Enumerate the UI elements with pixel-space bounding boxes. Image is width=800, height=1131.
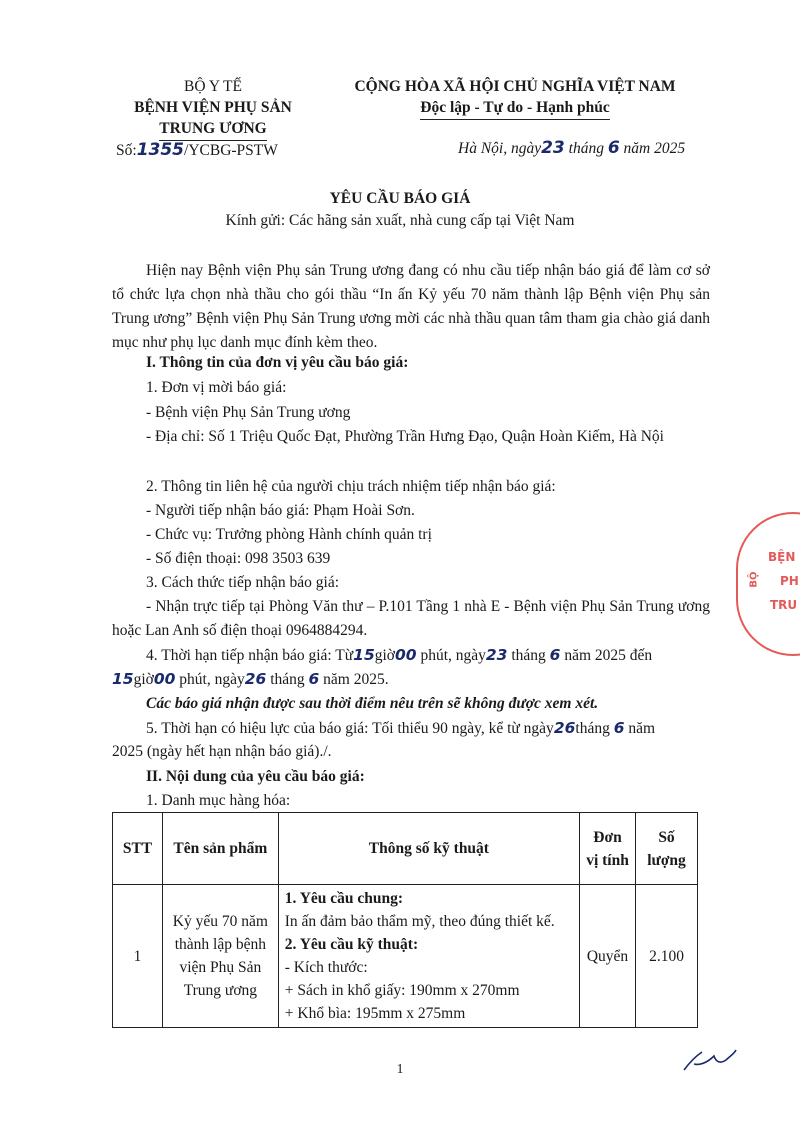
cell-specification: 1. Yêu cầu chung: In ấn đảm bảo thẩm mỹ, theo đúng thiết kế. 2. Yêu cầu kỹ thuật: - Kích thước: + Sách in khổ giấy: 190mm x 270mm + Khổ bìa: 195mm x 275mm bbox=[278, 885, 579, 1028]
hospital-name-line1: BỆNH VIỆN PHỤ SẢN bbox=[134, 99, 292, 116]
document-number: Số:1355/YCBG-PSTW bbox=[116, 140, 278, 160]
section1-item1: 1. Đơn vị mời báo giá: bbox=[146, 379, 287, 396]
header-stt: STT bbox=[113, 813, 163, 885]
handwritten-day: 23 bbox=[541, 138, 565, 158]
section1-item3: 3. Cách thức tiếp nhận báo giá: bbox=[146, 574, 340, 591]
cell-quantity: 2.100 bbox=[636, 885, 698, 1028]
unit-address: - Địa chỉ: Số 1 Triệu Quốc Đạt, Phường Trần Hưng Đạo, Quận Hoàn Kiếm, Hà Nội bbox=[146, 428, 664, 445]
late-submission-note: Các báo giá nhận được sau thời điểm nêu trên sẽ không được xem xét. bbox=[146, 695, 599, 712]
receiver-name: - Người tiếp nhận báo giá: Phạm Hoài Sơn. bbox=[146, 502, 415, 519]
goods-table bbox=[112, 812, 698, 1028]
validity-line1: 5. Thời hạn có hiệu lực của báo giá: Tối thiểu 90 ngày, kể từ ngày26tháng 6 năm bbox=[146, 719, 656, 737]
header-unit: Đơn vị tính bbox=[580, 813, 636, 885]
ministry-name: BỘ Y TẾ bbox=[184, 78, 242, 95]
nation-motto: Độc lập - Tự do - Hạnh phúc bbox=[420, 97, 609, 120]
deadline-line2: 15giờ00 phút, ngày26 tháng 6 năm 2025. bbox=[112, 670, 389, 688]
intro-paragraph: Hiện nay Bệnh viện Phụ sản Trung ương đang có nhu cầu tiếp nhận báo giá để làm cơ sở tổ chức lựa chọn nhà thầu cho gói thầu “In ấn Kỷ yếu 70 năm thành lập Bệnh viện Phụ sản Trung ương” Bệnh viện Phụ Sản Trung ương mời các nhà thầu quan tâm tham gia chào giá danh mục như phụ lục danh mục đính kèm theo. bbox=[112, 262, 710, 351]
validity-line2: 2025 (ngày hết hạn nhận báo giá)./. bbox=[112, 743, 332, 760]
cell-unit: Quyển bbox=[580, 885, 636, 1028]
header-quantity: Số lượng bbox=[636, 813, 698, 885]
handwritten-doc-number: 1355 bbox=[136, 140, 185, 160]
receiving-method: - Nhận trực tiếp tại Phòng Văn thư – P.101 Tầng 1 nhà E - Bệnh viện Phụ Sản Trung ương hoặc Lan Anh số điện thoại 0964884294. bbox=[112, 598, 710, 639]
section1-heading: I. Thông tin của đơn vị yêu cầu báo giá: bbox=[146, 354, 409, 371]
section1-item2: 2. Thông tin liên hệ của người chịu trách nhiệm tiếp nhận báo giá: bbox=[146, 478, 556, 495]
nation-title: CỘNG HÒA XÃ HỘI CHỦ NGHĨA VIỆT NAM bbox=[354, 78, 676, 95]
deadline-line1: 4. Thời hạn tiếp nhận báo giá: Từ15giờ00 phút, ngày23 tháng 6 năm 2025 đến bbox=[146, 646, 653, 664]
table-header-row bbox=[113, 813, 698, 885]
issue-date: Hà Nội, ngày23 tháng 6 năm 2025 bbox=[458, 138, 686, 158]
header-specification: Thông số kỹ thuật bbox=[278, 813, 579, 885]
cell-stt: 1 bbox=[113, 885, 163, 1028]
handwritten-month: 6 bbox=[607, 138, 620, 158]
table-row bbox=[113, 885, 698, 1028]
recipient-line: Kính gửi: Các hãng sản xuất, nhà cung cấp tại Việt Nam bbox=[225, 212, 575, 229]
cell-product-name: Kỷ yếu 70 năm thành lập bệnh viện Phụ Sản Trung ương bbox=[162, 885, 278, 1028]
hospital-name-line2: TRUNG ƯƠNG bbox=[159, 118, 267, 141]
header-product-name: Tên sản phẩm bbox=[162, 813, 278, 885]
inviting-unit: - Bệnh viện Phụ Sản Trung ương bbox=[146, 404, 351, 421]
issuer-block bbox=[98, 76, 328, 141]
page-number: 1 bbox=[396, 1062, 404, 1077]
receiver-position: - Chức vụ: Trưởng phòng Hành chính quản trị bbox=[146, 526, 432, 543]
nation-block bbox=[330, 76, 700, 120]
document-title: YÊU CẦU BÁO GIÁ bbox=[329, 190, 471, 207]
red-seal-stamp: BỆN PH TRU BỘ bbox=[736, 512, 800, 656]
section2-item1: 1. Danh mục hàng hóa: bbox=[146, 792, 291, 809]
section2-heading: II. Nội dung của yêu cầu báo giá: bbox=[146, 768, 365, 785]
receiver-phone: - Số điện thoại: 098 3503 639 bbox=[146, 550, 331, 567]
